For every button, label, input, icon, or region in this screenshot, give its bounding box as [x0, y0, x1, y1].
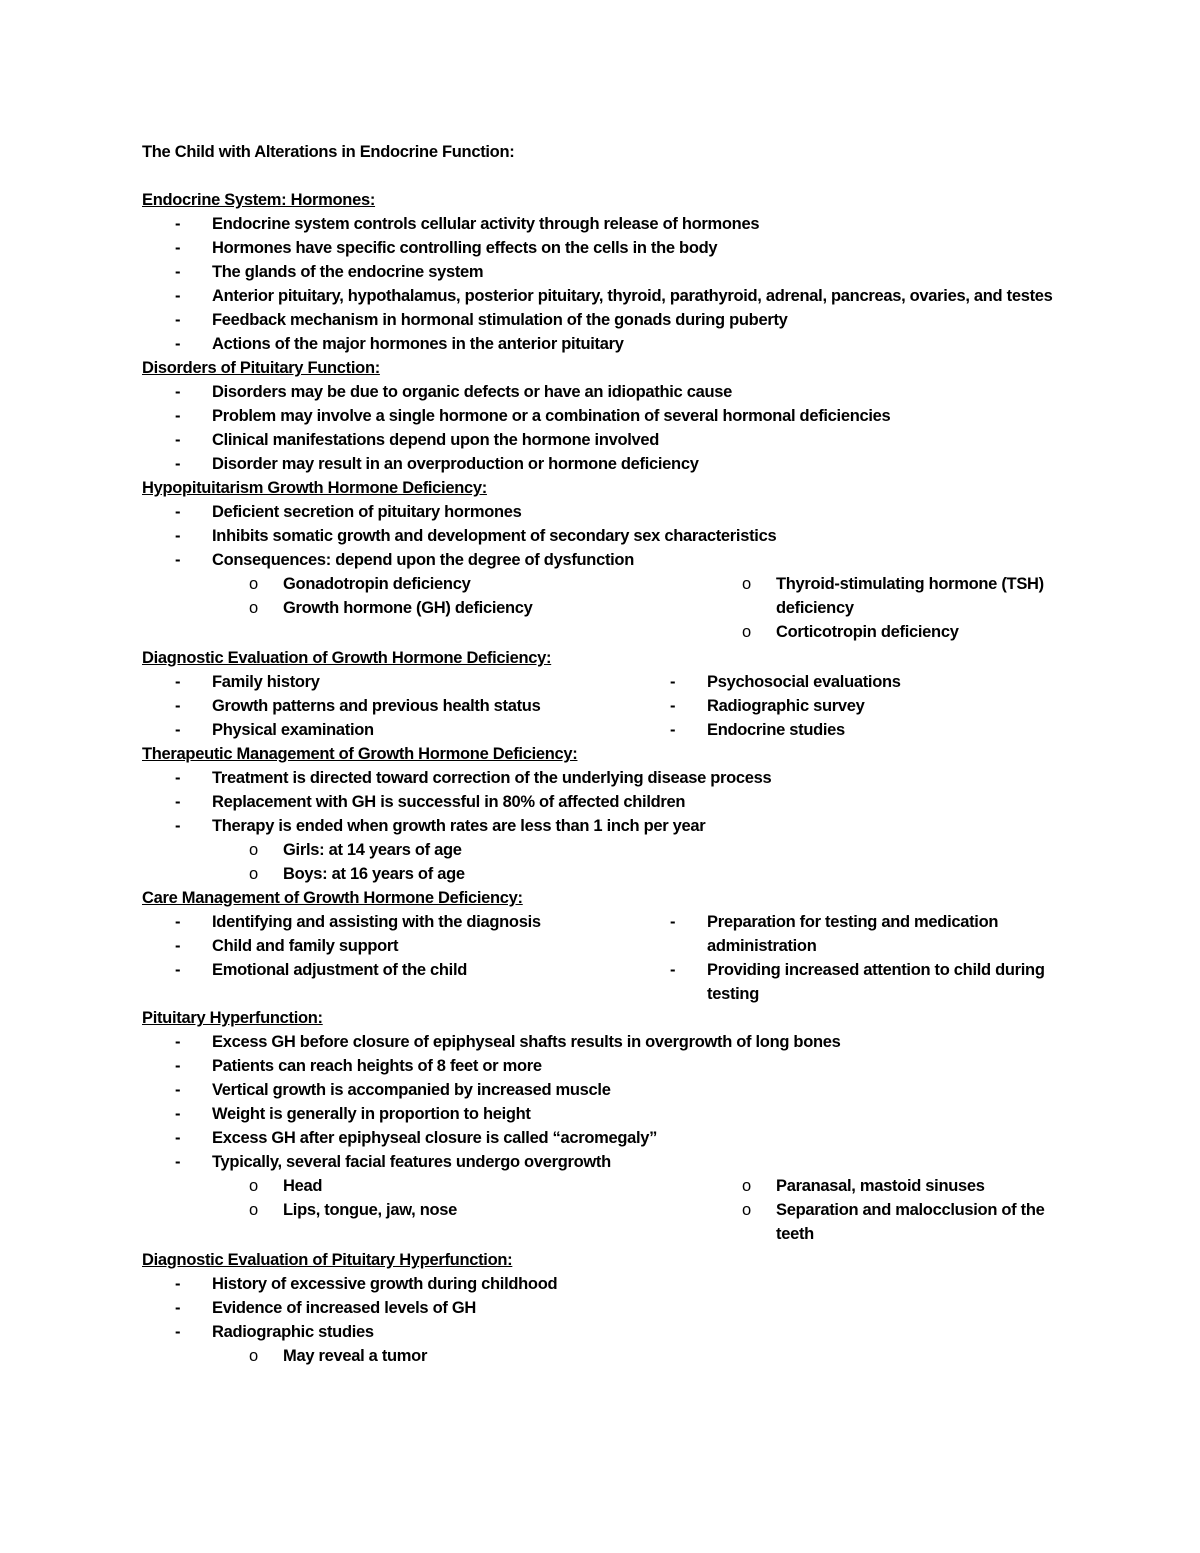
list-item: - Typically, several facial features undergo overgrowth	[142, 1150, 1072, 1174]
sublist-item: o Girls: at 14 years of age	[142, 838, 1072, 862]
diagnostic-hyper-list	[142, 1272, 1072, 1368]
sublist-item: o May reveal a tumor	[142, 1344, 1072, 1368]
hypopituitarism-sublist	[142, 572, 1072, 644]
hypopituitarism-list	[142, 500, 1072, 572]
list-item: - Radiographic survey	[667, 694, 1072, 718]
section-heading-care-gh: Care Management of Growth Hormone Deficiency:	[142, 889, 523, 907]
list-item: - Endocrine system controls cellular activity through release of hormones	[142, 212, 1072, 236]
list-item: - Family history	[142, 670, 667, 694]
care-gh-columns	[142, 910, 1072, 1006]
list-item: - Anterior pituitary, hypothalamus, posterior pituitary, thyroid, parathyroid, adrenal, pancreas, ovaries, and testes	[142, 284, 1072, 308]
list-item: - The glands of the endocrine system	[142, 260, 1072, 284]
section-heading-hypopituitarism: Hypopituitarism Growth Hormone Deficiency:	[142, 479, 487, 497]
list-item: - Deficient secretion of pituitary hormones	[142, 500, 1072, 524]
list-item: - Preparation for testing and medication administration	[667, 910, 1072, 958]
list-item: - Disorders may be due to organic defects or have an idiopathic cause	[142, 380, 1072, 404]
list-item: - Patients can reach heights of 8 feet or more	[142, 1054, 1072, 1078]
diagnostic-gh-left-list	[142, 670, 667, 742]
sublist-left	[142, 1174, 637, 1246]
diagnostic-gh-columns	[142, 670, 1072, 742]
list-item: - Providing increased attention to child during testing	[667, 958, 1072, 1006]
list-item: - Clinical manifestations depend upon the hormone involved	[142, 428, 1072, 452]
section-heading-therapeutic-gh: Therapeutic Management of Growth Hormone Deficiency:	[142, 745, 578, 763]
hyperfunction-sublist	[142, 1174, 1072, 1246]
sublist-right	[637, 572, 1072, 644]
sublist-item: o Head	[142, 1174, 637, 1198]
section-heading-diagnostic-hyper: Diagnostic Evaluation of Pituitary Hyperfunction:	[142, 1251, 513, 1269]
list-item: - Physical examination	[142, 718, 667, 742]
section-heading-pituitary-disorders: Disorders of Pituitary Function:	[142, 359, 380, 377]
sublist-item: o Lips, tongue, jaw, nose	[142, 1198, 637, 1222]
list-item: - Psychosocial evaluations	[667, 670, 1072, 694]
list-item: - Treatment is directed toward correction of the underlying disease process	[142, 766, 1072, 790]
hyperfunction-list	[142, 1030, 1072, 1174]
care-gh-right-list	[667, 910, 1072, 1006]
diagnostic-gh-right-list	[667, 670, 1072, 742]
sublist-item: o Paranasal, mastoid sinuses	[637, 1174, 1072, 1198]
list-item: - Growth patterns and previous health status	[142, 694, 667, 718]
document-page	[142, 140, 1072, 1368]
list-item: - History of excessive growth during childhood	[142, 1272, 1072, 1296]
section-heading-diagnostic-gh: Diagnostic Evaluation of Growth Hormone Deficiency:	[142, 649, 552, 667]
list-item: - Child and family support	[142, 934, 667, 958]
list-item: - Excess GH after epiphyseal closure is called “acromegaly”	[142, 1126, 1072, 1150]
care-gh-left-list	[142, 910, 667, 1006]
list-item: - Replacement with GH is successful in 80% of affected children	[142, 790, 1072, 814]
document-title: The Child with Alterations in Endocrine Function:	[142, 143, 515, 161]
sublist-item: o Thyroid-stimulating hormone (TSH) deficiency	[637, 572, 1072, 620]
list-item: - Radiographic studies	[142, 1320, 1072, 1344]
list-item: - Therapy is ended when growth rates are less than 1 inch per year	[142, 814, 1072, 838]
sublist-item: o Boys: at 16 years of age	[142, 862, 1072, 886]
sublist-item: o Separation and malocclusion of the teeth	[637, 1198, 1072, 1246]
sublist-right	[637, 1174, 1072, 1246]
endocrine-list	[142, 212, 1072, 356]
list-item: - Excess GH before closure of epiphyseal shafts results in overgrowth of long bones	[142, 1030, 1072, 1054]
section-heading-hyperfunction: Pituitary Hyperfunction:	[142, 1009, 323, 1027]
list-item: - Actions of the major hormones in the anterior pituitary	[142, 332, 1072, 356]
list-item: - Endocrine studies	[667, 718, 1072, 742]
list-item: - Disorder may result in an overproduction or hormone deficiency	[142, 452, 1072, 476]
list-item: - Emotional adjustment of the child	[142, 958, 667, 982]
list-item: - Inhibits somatic growth and development of secondary sex characteristics	[142, 524, 1072, 548]
list-item: - Identifying and assisting with the diagnosis	[142, 910, 667, 934]
list-item: - Hormones have specific controlling effects on the cells in the body	[142, 236, 1072, 260]
section-heading-endocrine: Endocrine System: Hormones:	[142, 191, 376, 209]
list-item: - Consequences: depend upon the degree of dysfunction	[142, 548, 1072, 572]
pituitary-disorders-list	[142, 380, 1072, 476]
list-item: - Problem may involve a single hormone or a combination of several hormonal deficiencies	[142, 404, 1072, 428]
list-item: - Vertical growth is accompanied by increased muscle	[142, 1078, 1072, 1102]
sublist-item: o Growth hormone (GH) deficiency	[142, 596, 637, 620]
sublist-left	[142, 572, 637, 644]
list-item: - Evidence of increased levels of GH	[142, 1296, 1072, 1320]
list-item: - Weight is generally in proportion to height	[142, 1102, 1072, 1126]
sublist-item: o Gonadotropin deficiency	[142, 572, 637, 596]
sublist-item: o Corticotropin deficiency	[637, 620, 1072, 644]
list-item: - Feedback mechanism in hormonal stimulation of the gonads during puberty	[142, 308, 1072, 332]
therapeutic-gh-list	[142, 766, 1072, 886]
